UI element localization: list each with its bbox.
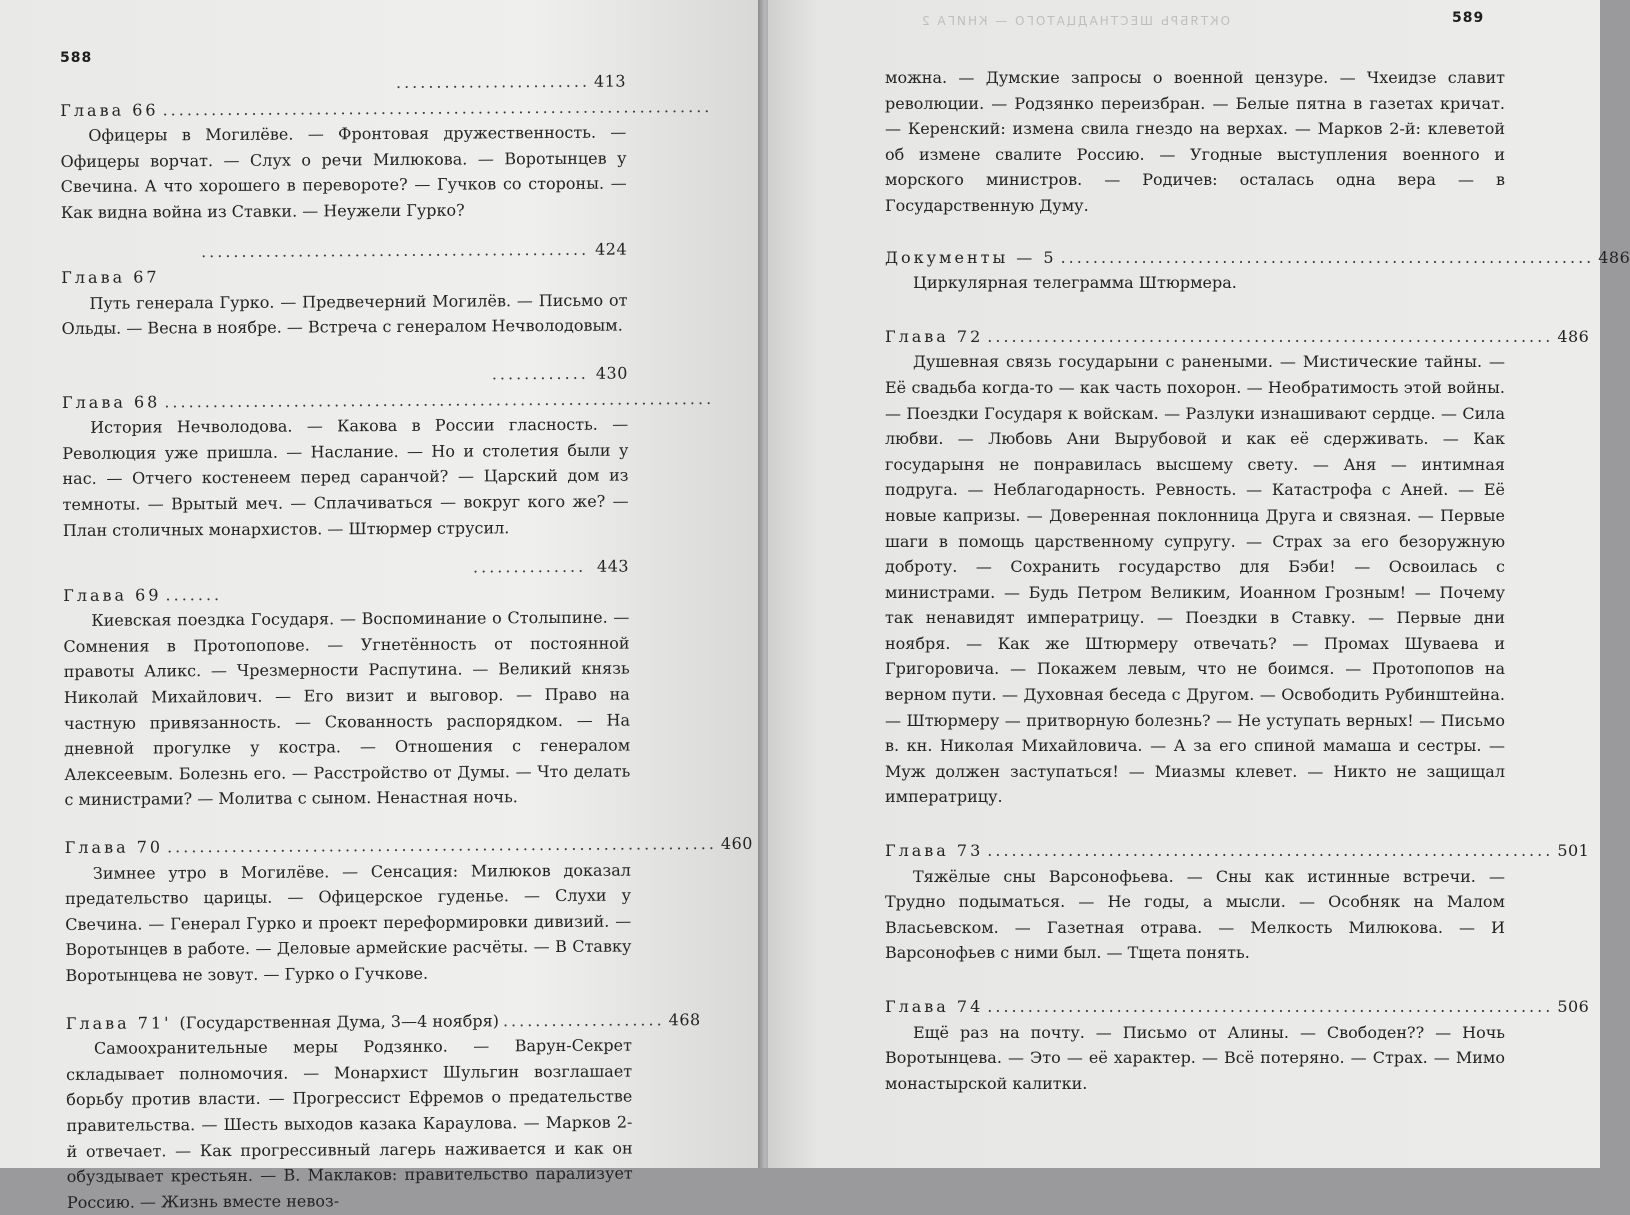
- chapter-heading: Глава 66 ....................................................................: [60, 96, 713, 120]
- chapter-summary: Офицеры в Могилёве. — Фронтовая дружественность. — Офицеры ворчат. — Слух о речи Милюкова. — Воротынцев у Свечина. А что хорошего в перевороте? — Гучков со стороны. — Как видна война из Ставки. — Неужели Гурко?: [60, 122, 627, 222]
- toc-page-number: ................................................ 424: [200, 239, 628, 261]
- toc-page-number: .............. 443: [472, 556, 630, 577]
- toc-entry-chapter-72: [885, 324, 1590, 810]
- chapter-heading: Глава 72 ...................................................................... 486: [885, 326, 1590, 346]
- toc-entry-chapter-73: [885, 838, 1590, 966]
- right-toc-column: [885, 65, 1630, 1096]
- left-page: [0, 0, 762, 1212]
- chapter-summary: Самоохранительные меры Родзянко. — Варун-Секрет складывает полномочия. — Монархист Шульгин возглашает борьбу против власти. — Прогрессист Ефремов о предательстве правительства. — Шесть выходов казака Караулова. — Марков 2-й отвечает. — Как прогрессивный лагерь наживается и как он обуздывает крестьян. — В. Маклаков: правительство парализует Россию. — Жизнь вместе невоз-: [66, 1035, 633, 1212]
- running-head: ОКТЯБРЬ ШЕСТНАДЦАТОГО — КНИГА 2: [919, 14, 1231, 28]
- toc-entry-chapter-68: [61, 386, 715, 543]
- chapter-heading: Глава 69 .......: [63, 584, 223, 605]
- chapter-summary: Ещё раз на почту. — Письмо от Алины. — Свободен?? — Ночь Воротынцева. — Это — её характер. — Всё потеряно. — Страх. — Мимо монастырской калитки.: [885, 1022, 1505, 1093]
- left-toc-column: [60, 69, 753, 1215]
- chapter-summary: История Нечволодова. — Какова в России гласность. — Революция уже пришла. — Наслание. — Но и столетия были у нас. — Отчего костенеем перед саранчой? — Царский дом из темноты. — Врытый меч. — Сплачиваться — вокруг кого же? — План столичных монархистов. — Штюрмер струсил.: [62, 414, 629, 540]
- toc-entry-chapter-69: [63, 579, 630, 813]
- chapter-summary: Путь генерала Гурко. — Предвечерний Могилёв. — Письмо от Ольды. — Весна в ноябре. — Встреча с генералом Нечволодовым.: [61, 290, 628, 339]
- chapter-heading: Глава 74 ...................................................................... 506: [885, 997, 1590, 1016]
- toc-page-number: ........................ 413: [395, 71, 627, 92]
- toc-entry-chapter-66: [60, 94, 713, 225]
- toc-entry-chapter-67: [61, 262, 627, 342]
- chapter-summary: Душевная связь государыни с ранеными. — Мистические тайны. — Её свадьба когда-то — как часть похорон. — Необратимость этой войны. — Поездки Государя к войскам. — Разлуки изнашивают сердце. — Сила любви. — Любовь Ани Вырубовой и как её сдерживать. — Как государыня не понравилась высшему свету. — Аня — интимная подруга. — Неблагодарность. Ревность. — Катастрофа с Аней. — Её новые капризы. — Доверенная поклонница Друга и связная. — Первые шаги в помощь царственному супругу. — Страх за его безоружную доброту. — Сохранить государство для Бэби! — Освоилась с министрами. — Будь Петром Великим, Иоанном Грозным! — Почему так ненавидят императрицу. — Поездки в Ставку. — Первые дни ноября. — Как же Штюрмеру отвечать? — Промах Шуваева и Григоровича. — Покажем левым, что не боимся. — Протопопов на верном пути. — Духовная беседа с Другом. — Освободить Рубинштейна. — Штюрмеру — притворную болезнь? — Не уступать верных! — Письмо в. кн. Николая Михайловича. — А за его спиной мамаша и сестры. — Муж должен заступаться! — Миазмы клевет. — Никто не защищал императрицу.: [885, 352, 1505, 807]
- chapter-heading: Документы — 5 .................................................................. 486: [885, 247, 1630, 267]
- chapter-summary: Тяжёлые сны Варсонофьева. — Сны как истинные встречи. — Трудно подыматься. — Не годы, а мысли. — Особняк на Малом Власьевском. — Газетная отрава. — Мелкость Милюкова. — И Варсонофьев с ними был. — Тщета понять.: [885, 866, 1505, 963]
- right-folio: 589: [1452, 10, 1485, 26]
- chapter-heading: Глава 73 ...................................................................... 501: [885, 841, 1590, 861]
- chapter-summary: Циркулярная телеграмма Штюрмера.: [913, 273, 1237, 293]
- chapter-summary: Киевская поездка Государя. — Воспоминание о Столыпине. — Сомнения в Протопопове. — Угнетённость от постоянной правоты Аликс. — Чрезмерности Распутина. — Великий князь Николай Михайлович. — Его визит и выговор. — Право на частную привязанность. — Скованность распорядком. — На дневной прогулке у костра. — Отношения с генералом Алексеевым. Болезнь его. — Расстройство от Думы. — Что делать с министрами? — Молитва с сыном. Ненастная ночь.: [63, 607, 631, 810]
- chapter-summary: Зимнее утро в Могилёве. — Сенсация: Милюков доказал предательство царицы. — Офицерское гуденье. — Слухи у Свечина. — Генерал Гурко и проект переформировки дивизий. — Воротынцев в работе. — Деловые армейские расчёты. — В Ставку Воротынцева не зовут. — Гурко о Гучкове.: [64, 860, 632, 985]
- toc-entry-chapter-74: [885, 994, 1590, 1096]
- chapter-heading: Глава 67: [61, 267, 160, 288]
- chapter-heading: Глава 68 ....................................................................: [61, 388, 715, 412]
- toc-entry-chapter-70: [64, 832, 753, 989]
- left-folio: 588: [60, 50, 93, 66]
- toc-entry-documents-5: [885, 245, 1630, 296]
- chapter-heading: Глава 71' (Государственная Дума, 3—4 ноября) .................... 468: [66, 1007, 632, 1036]
- chapter-heading: Глава 70 .................................................................... 460: [64, 833, 753, 858]
- chapter-summary-continuation: можна. — Думские запросы о военной цензуре. — Чхеидзе славит революции. — Родзянко переизбран. — Белые пятна в газетах кричат. — Керенский: измена свила гнездо на верхах. — Марков 2-й: клеветой об измене свалите Россию. — Угодные выступления военного и морского министров. — Родичев: осталась одна вера — в Государственную Думу.: [885, 68, 1505, 215]
- toc-entry-chapter-71: [65, 1007, 701, 1215]
- toc-page-number: ............ 430: [491, 363, 628, 384]
- chapter-subtitle: (Государственная Дума, 3—4 ноября): [179, 1010, 499, 1032]
